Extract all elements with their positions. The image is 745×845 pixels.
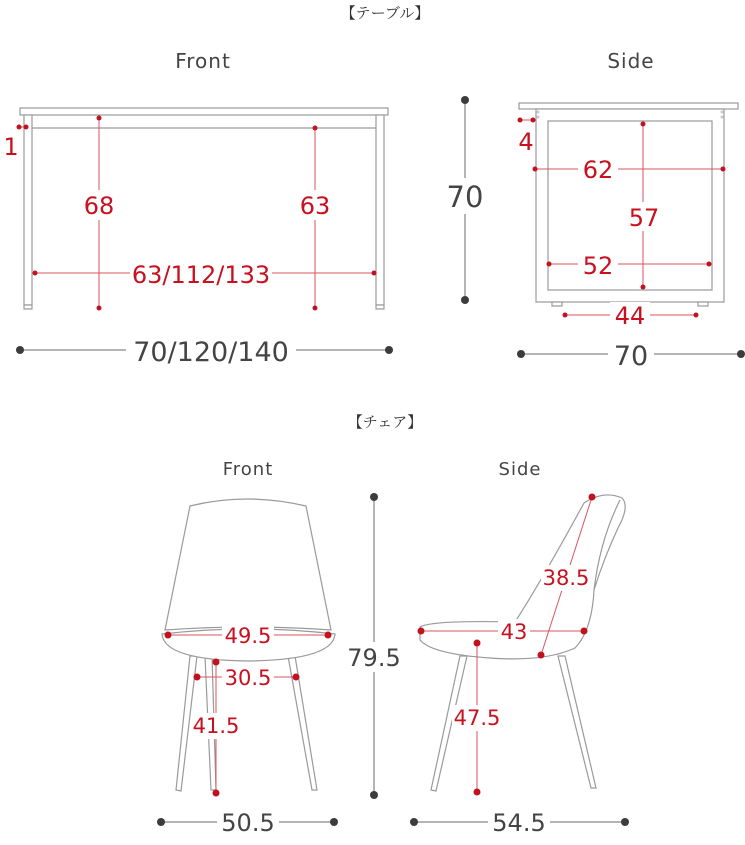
dim-chair-leg-spacing-label: 30.5 [224,666,272,690]
chair-side-leg-back [558,656,596,788]
chair-side-view [410,459,629,837]
dim-side-inner-depth-label: 62 [582,156,614,184]
table-height-dimension [442,96,488,304]
dim-chair-seat-width-dot-left [165,632,172,639]
dim-chair-seat-height-label: 41.5 [192,714,240,738]
dim-side-lower-width-label: 52 [582,252,614,280]
dim-side-clearance-dot-top [641,122,646,127]
dim-leg-offset-dot-b [24,125,29,130]
dim-chair-seat-height-dot-bottom [213,790,220,797]
dim-chair-seat-depth-dot-left [418,628,425,635]
chair-side-title: Side [498,459,542,480]
dim-side-depth-dot-right [737,350,745,358]
dim-total-width-label: 70/120/140 [133,337,289,368]
screw-dot [721,111,724,114]
dim-side-foot-width-dot-left [563,313,568,318]
dim-chair-total-depth-dot-right [621,818,629,826]
chair-front-view [157,459,338,837]
dim-chair-seat-width-label: 49.5 [224,624,272,648]
dim-total-width-dot-right [385,346,393,354]
table-left-foot [24,305,32,309]
dim-chair-side-seat-height-dot-bottom [474,789,481,796]
screw-dot [537,116,540,119]
dim-leg-clearance-dot-bottom [313,306,318,311]
dim-side-lower-width-dot-left [547,262,552,267]
dim-chair-back-height-label: 38.5 [542,566,590,590]
dim-table-height-dot-bottom [461,296,469,304]
chair-height-dimension [346,493,402,799]
table-side-foot-right [698,302,708,306]
dim-inner-width-dot-left [33,271,38,276]
dim-table-height-label: 70 [446,180,484,214]
dim-chair-side-seat-height-label: 47.5 [453,706,501,730]
dim-leg-clearance-dot-top [313,126,318,131]
chair-front-title: Front [222,459,274,480]
screw-dot [721,116,724,119]
dim-chair-back-height-dot-top [589,494,596,501]
table-front-title: Front [175,49,231,73]
screw-dot [537,111,540,114]
dim-side-foot-width-dot-right [694,313,699,318]
dim-chair-seat-depth-label: 43 [500,620,528,644]
table-side-title: Side [607,49,655,73]
dim-side-depth-label: 70 [613,341,649,372]
dim-chair-height-dot-top [370,493,378,501]
dim-side-inner-depth-dot-right [721,167,726,172]
table-side-foot-left [552,302,562,306]
table-right-leg [376,115,384,305]
dim-chair-height-label: 79.5 [347,644,401,672]
dim-leg-offset-dot-a [17,125,22,130]
chair-heading: 【チェア】 [347,413,423,431]
dim-chair-total-width-label: 50.5 [221,809,275,837]
dim-side-clearance-label: 57 [628,204,660,232]
table-top [20,108,388,115]
dim-chair-seat-height-dot-top [213,659,220,666]
dim-side-clearance-dot-bottom [641,285,646,290]
dim-leg-clearance-label: 63 [299,192,331,220]
dim-side-offset-label: 4 [518,128,534,156]
table-heading: 【テーブル】 [340,4,430,22]
dim-side-inner-depth-dot-left [533,167,538,172]
table-front-view [3,49,393,368]
dim-inner-height-label: 68 [83,192,115,220]
dim-chair-leg-spacing-dot-left [194,674,201,681]
table-left-leg [24,115,32,305]
dim-chair-back-height-dot-bottom [538,652,545,659]
dim-inner-height-dot-bottom [97,306,102,311]
dim-chair-total-depth-label: 54.5 [492,809,546,837]
chair-front-leg-right [288,656,317,790]
dim-inner-width-label: 63/112/133 [131,261,271,289]
dim-chair-total-depth-dot-left [410,818,418,826]
dim-total-width-dot-left [16,346,24,354]
dim-side-offset-dot-b [531,118,536,123]
table-right-foot [376,305,384,309]
dim-inner-height-dot-top [97,116,102,121]
dim-inner-width-dot-right [372,271,377,276]
dim-table-height-dot-top [461,96,469,104]
table-side-view [517,49,745,372]
chair-front-backrest [165,499,331,630]
dim-chair-leg-spacing-dot-right [293,674,300,681]
dim-side-offset-dot-a [518,118,523,123]
dim-side-lower-width-dot-right [707,262,712,267]
table-side-top [519,103,738,109]
dim-chair-side-seat-height-dot-top [474,640,481,647]
dim-chair-seat-width-dot-right [325,632,332,639]
dim-side-foot-width-label: 44 [614,302,646,330]
dim-chair-seat-depth-dot-right [581,628,588,635]
dim-leg-offset-label: 1 [3,133,19,161]
dim-side-depth-dot-left [517,350,525,358]
dim-chair-total-width-dot-right [330,818,338,826]
dim-chair-height-dot-bottom [370,791,378,799]
dim-chair-total-width-dot-left [157,818,165,826]
